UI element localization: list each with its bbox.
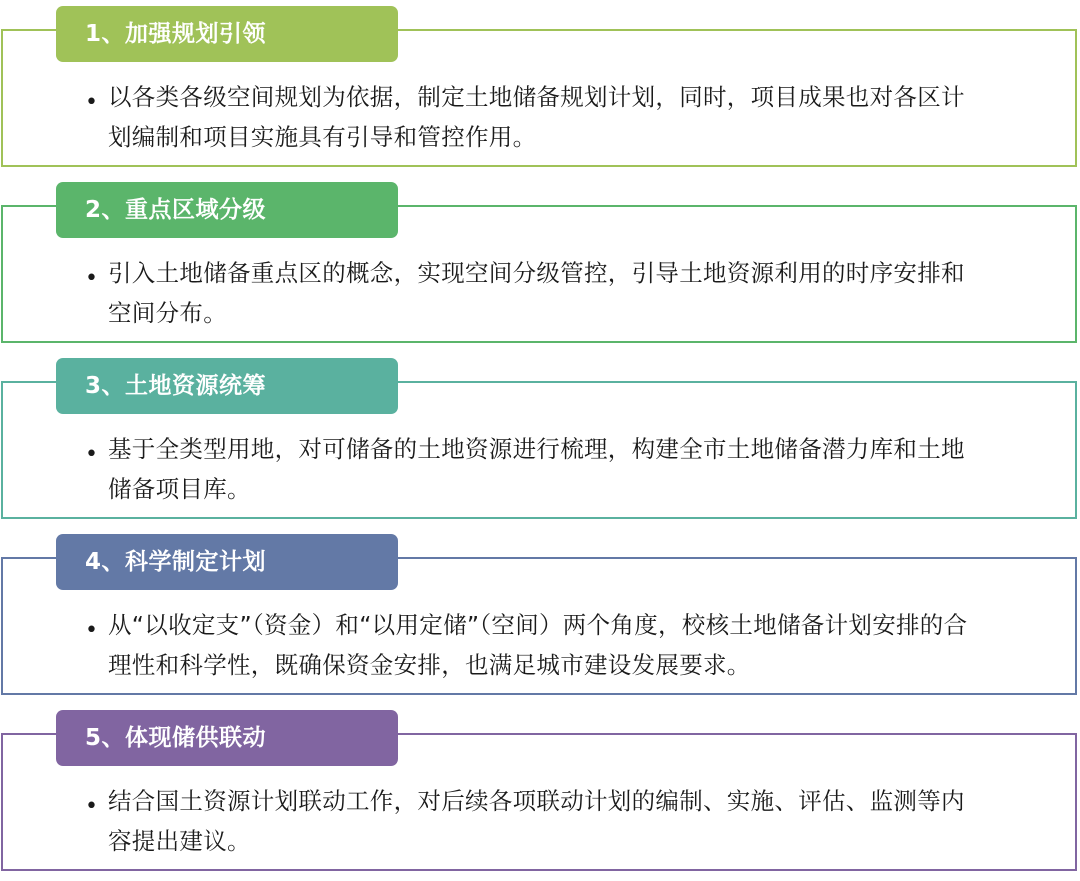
bullet-dot: •: [85, 794, 98, 819]
section-description: 结合国土资源计划联动工作，对后续各项联动计划的编制、实施、评估、监测等内容提出建议。: [108, 787, 965, 855]
section-scientific-planning: [0, 528, 1080, 704]
bullet-dot: •: [85, 266, 98, 291]
section-description: 以各类各级空间规划为依据，制定土地储备规划计划，同时，项目成果也对各区计划编制和项目实施具有引导和管控作用。: [108, 83, 965, 151]
section-planning-guidance: [0, 0, 1080, 176]
section-description: 基于全类型用地，对可储备的土地资源进行梳理，构建全市土地储备潜力库和土地储备项目库。: [108, 435, 965, 503]
section-title-tab: 3、土地资源统筹: [56, 358, 398, 414]
section-title-tab: 1、加强规划引领: [56, 6, 398, 62]
section-description: 从“以收定支”（资金）和“以用定储”（空间）两个角度，校核土地储备计划安排的合理性和科学性，既确保资金安排，也满足城市建设发展要求。: [108, 611, 968, 679]
section-title-tab: 2、重点区域分级: [56, 182, 398, 238]
section-reserve-supply-linkage: [0, 704, 1080, 880]
section-title-tab: 5、体现储供联动: [56, 710, 398, 766]
section-description: 引入土地储备重点区的概念，实现空间分级管控，引导土地资源利用的时序安排和空间分布。: [108, 259, 965, 327]
section-title-tab: 4、科学制定计划: [56, 534, 398, 590]
section-land-resource-coordination: [0, 352, 1080, 528]
bullet-dot: •: [85, 618, 98, 643]
bullet-dot: •: [85, 90, 98, 115]
section-key-area-grading: [0, 176, 1080, 352]
bullet-dot: •: [85, 442, 98, 467]
